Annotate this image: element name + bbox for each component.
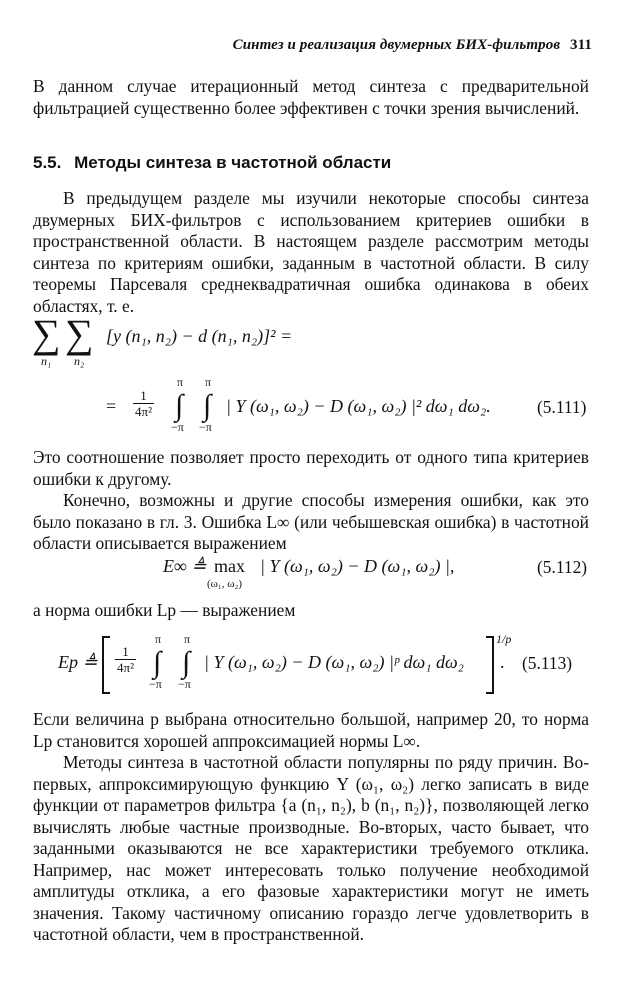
eq111-frac-den: 4π² xyxy=(135,404,152,419)
eq113-lower-limit-1: −π xyxy=(149,677,162,691)
eq111-integrand: | Y (ω₁, ω₂) − D (ω₁, ω₂) |² dω₁ dω₂. xyxy=(226,396,491,416)
paragraph-1: В предыдущем разделе мы изучили некоторые способы синтеза двумерных БИХ-фильтров с использованием критериев ошибки в пространственной области. В настоящем разделе рассмотрим методы синтеза по критериям ошибки, заданным в частотной области. В силу теоремы Парсеваля среднеквадратичная ошибка одинакова в обеих областях, т. е. xyxy=(33,188,589,316)
eq112-max-sub: (ω₁, ω₂) xyxy=(207,578,242,590)
eq111-upper-limit-2: π xyxy=(205,375,212,389)
eq113-fraction xyxy=(115,644,136,675)
eq113-integrand: | Y (ω₁, ω₂) − D (ω₁, ω₂) |ᵖ dω₁ dω₂ xyxy=(204,652,464,672)
intro-paragraph: В данном случае итерационный метод синтеза с предварительной фильтрацией существенно более эффективен с точки зрения вычислений. xyxy=(33,76,589,118)
sum-symbol-1: ∑ xyxy=(32,311,61,356)
right-bracket xyxy=(486,636,494,694)
eq113-number: (5.113) xyxy=(522,653,573,673)
eq112-max: max xyxy=(214,556,245,576)
sum-index-2: n₂ xyxy=(74,354,85,368)
eq113-frac-num: 1 xyxy=(115,644,136,660)
eq111-line1: [y (n₁, n₂) − d (n₁, n₂)]² = xyxy=(106,326,293,346)
paragraph-4: а норма ошибки Lp — выражением xyxy=(33,600,296,620)
sum-index-1: n₁ xyxy=(41,354,52,368)
eq113-trail: . xyxy=(500,652,505,672)
integral-symbol-3: ∫ xyxy=(153,646,162,679)
page-number: 311 xyxy=(570,37,592,53)
paragraph-5: Если величина p выбрана относительно большой, например 20, то норма Lp становится хорошей аппроксимацией нормы L∞. xyxy=(33,709,589,751)
eq113-frac-den: 4π² xyxy=(117,660,134,675)
running-header xyxy=(200,37,592,54)
eq112-number: (5.112) xyxy=(537,557,588,577)
eq113-lhs: Ep ≜ xyxy=(58,652,98,672)
sum-symbol-2: ∑ xyxy=(65,311,94,356)
eq111-lower-limit-2: −π xyxy=(199,420,212,434)
section-heading xyxy=(33,153,589,173)
eq111-equals: = xyxy=(106,396,117,416)
eq113-upper-limit-2: π xyxy=(184,632,191,646)
eq111-number: (5.111) xyxy=(537,397,587,417)
paragraph-2: Это соотношение позволяет просто переходить от одного типа критериев ошибки к другому. xyxy=(33,447,589,489)
eq111-lower-limit-1: −π xyxy=(171,420,184,434)
eq113-upper-limit-1: π xyxy=(155,632,162,646)
eq113-exponent: 1/p xyxy=(496,632,512,646)
section-number: 5.5. xyxy=(33,153,62,172)
eq113-lower-limit-2: −π xyxy=(178,677,191,691)
header-title: Синтез и реализация двумерных БИХ-фильтров xyxy=(232,37,561,53)
eq112-lhs: E∞ ≜ xyxy=(163,556,207,576)
integral-symbol-1: ∫ xyxy=(175,389,184,422)
eq111-upper-limit-1: π xyxy=(177,375,184,389)
eq111-fraction xyxy=(133,388,154,419)
paragraph-3: Конечно, возможны и другие способы измерения ошибки, как это было показано в гл. 3. Ошибка L∞ (или чебышевская ошибка) в частотной области описывается выражением xyxy=(33,490,589,553)
paragraph-6: Методы синтеза в частотной области популярны по ряду причин. Во-первых, аппроксимирующую функцию Y (ω₁, ω₂) легко записать в виде функции от параметров фильтра {a (n₁, n₂), b (n₁, n₂)}, позволяющей легко вычислять любые частные производные. Во-вторых, часто бывает, что заданными оказываются не все характеристики требуемого отклика. Например, нас может интересовать только получение необходимой амплитуды отклика, а его фазовые характеристики могут не иметь значения. Такому частичному описанию гораздо легче удовлетворить в частотной области, чем в пространственной. xyxy=(33,752,589,944)
eq112-body: | Y (ω₁, ω₂) − D (ω₁, ω₂) |, xyxy=(260,556,455,576)
left-bracket xyxy=(102,636,110,694)
eq111-frac-num: 1 xyxy=(133,388,154,404)
section-title: Методы синтеза в частотной области xyxy=(74,153,392,172)
integral-symbol-2: ∫ xyxy=(203,389,212,422)
integral-symbol-4: ∫ xyxy=(182,646,191,679)
